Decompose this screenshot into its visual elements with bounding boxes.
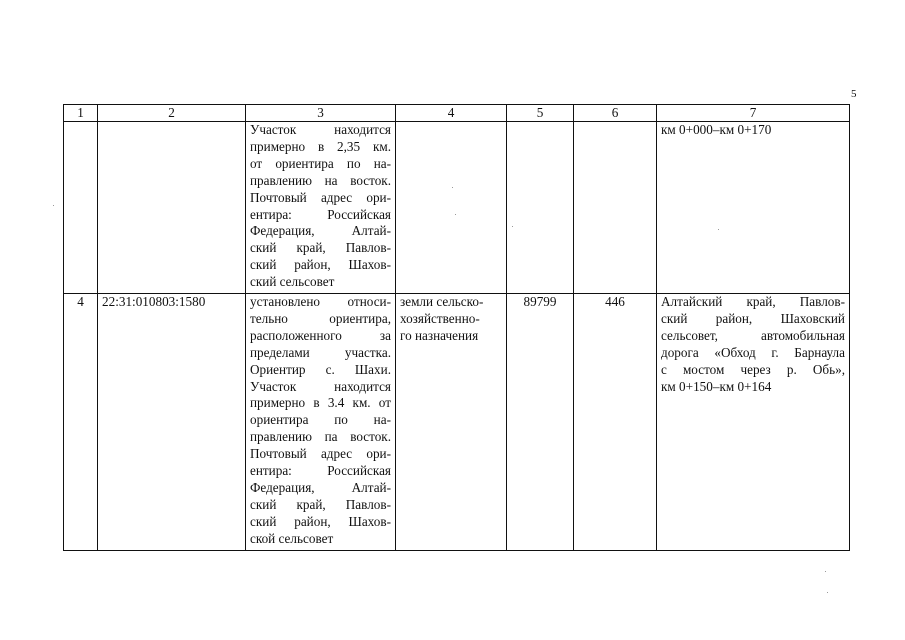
location-line: правлению па восток. xyxy=(250,429,391,445)
column-header-6: 6 xyxy=(574,105,657,122)
cell-location xyxy=(246,294,396,551)
address-line: км 0+150–км 0+164 xyxy=(661,378,772,394)
location-line: Почтовый адрес ори- xyxy=(250,446,391,462)
location-line: расположенного за xyxy=(250,327,391,343)
address-line: сельсовет, автомобильная xyxy=(661,327,845,343)
location-line: Федерация, Алтай- xyxy=(250,223,391,239)
address-line: км 0+000–км 0+170 xyxy=(661,122,772,137)
cell-address-continuation xyxy=(657,122,850,294)
cell-category-empty xyxy=(396,122,507,294)
column-header-7: 7 xyxy=(657,105,850,122)
cell-number: 4 xyxy=(64,294,98,551)
table-row-continuation xyxy=(64,122,850,294)
location-line: ориентира по на- xyxy=(250,412,391,428)
location-line: ентира: Российская xyxy=(250,206,391,222)
cell-col6-empty xyxy=(574,122,657,294)
cell-cadastral-number: 22:31:010803:1580 xyxy=(98,294,246,551)
scan-speck xyxy=(455,214,456,215)
column-header-5: 5 xyxy=(507,105,574,122)
address-line: Алтайский край, Павлов- xyxy=(661,294,845,309)
column-header-4: 4 xyxy=(396,105,507,122)
location-line: ский район, Шахов- xyxy=(250,513,391,529)
location-line: тельно ориентира, xyxy=(250,310,391,326)
address-line: с мостом через р. Обь», xyxy=(661,361,845,377)
location-line: примерно в 3.4 км. от xyxy=(250,395,391,411)
cell-cadastral-empty xyxy=(98,122,246,294)
table-row-4 xyxy=(64,294,850,551)
cell-number-empty xyxy=(64,122,98,294)
cell-location-continuation xyxy=(246,122,396,294)
scan-speck xyxy=(452,187,453,188)
scan-speck xyxy=(827,592,828,593)
location-line: примерно в 2,35 км. xyxy=(250,138,391,154)
location-line: Участок находится xyxy=(250,378,391,394)
location-line: установлено относи- xyxy=(250,294,391,309)
cell-land-category xyxy=(396,294,507,551)
address-line: дорога «Обход г. Барнаула xyxy=(661,344,845,360)
cell-area-empty xyxy=(507,122,574,294)
land-plots-table xyxy=(63,104,850,551)
scan-speck xyxy=(825,571,826,572)
location-line: ский сельсовет xyxy=(250,274,335,290)
address-line: ский район, Шаховский xyxy=(661,310,845,326)
cell-area: 89799 xyxy=(507,294,574,551)
location-line: ский район, Шахов- xyxy=(250,257,391,273)
location-line: Почтовый адрес ори- xyxy=(250,189,391,205)
category-line: земли сельско- xyxy=(400,294,484,309)
location-line: от ориентира по на- xyxy=(250,155,391,171)
column-header-1: 1 xyxy=(64,105,98,122)
location-line: правлению на восток. xyxy=(250,172,391,188)
location-line: ентира: Российская xyxy=(250,463,391,479)
location-line: Федерация, Алтай- xyxy=(250,479,391,495)
location-line: ской сельсовет xyxy=(250,530,334,546)
scan-speck xyxy=(718,229,719,230)
location-line: Участок находится xyxy=(250,122,391,137)
table-header-row xyxy=(64,105,850,122)
category-line: го назначения xyxy=(400,327,479,343)
column-header-2: 2 xyxy=(98,105,246,122)
scan-speck xyxy=(512,226,513,227)
location-line: Ориентир с. Шахи. xyxy=(250,361,391,377)
cell-col6-value: 446 xyxy=(574,294,657,551)
page-number: 5 xyxy=(851,88,857,100)
location-line: ский край, Павлов- xyxy=(250,240,391,256)
location-line: пределами участка. xyxy=(250,344,391,360)
cell-address xyxy=(657,294,850,551)
scan-speck xyxy=(53,205,54,206)
column-header-3: 3 xyxy=(246,105,396,122)
location-line: ский край, Павлов- xyxy=(250,496,391,512)
category-line: хозяйственно- xyxy=(400,310,480,326)
